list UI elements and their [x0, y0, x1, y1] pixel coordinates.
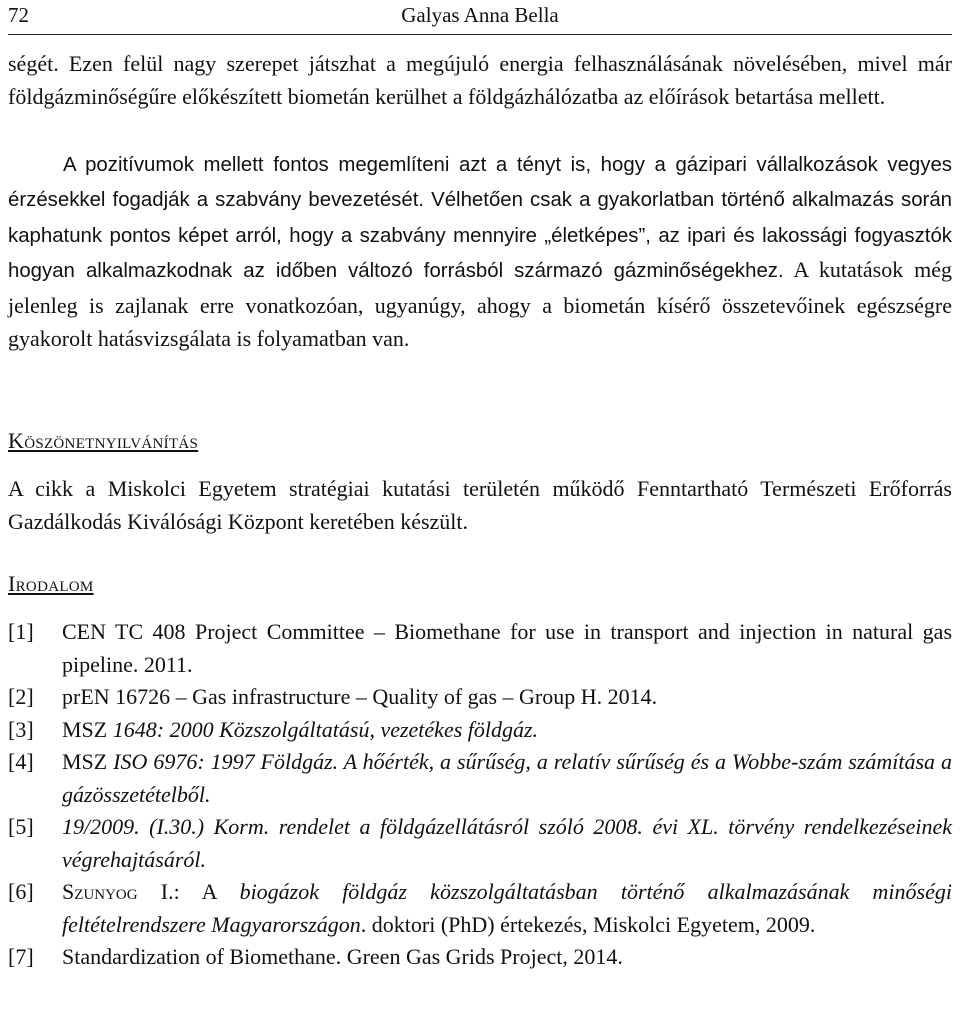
- reference-text: Standardization of Biomethane. Green Gas Grids Project, 2014.: [62, 944, 623, 969]
- reference-item-3: [8, 714, 952, 747]
- body-paragraph-2-sans-part: A pozitívumok mellett fontos megemlíteni azt a tényt is, hogy a gázipari vállalkozások vegyes érzésekkel fogadják a szabvány bevezetését.: [8, 154, 952, 212]
- reference-prefix: MSZ: [62, 749, 108, 774]
- page-number: 72: [8, 3, 29, 27]
- reference-item-6: [8, 876, 952, 941]
- page: [8, 0, 952, 1009]
- reference-item-1: [8, 616, 952, 681]
- body-paragraph-2: [8, 147, 952, 355]
- reference-author: Szunyog I.:: [62, 879, 180, 904]
- reference-number: [7]: [8, 944, 34, 969]
- reference-text: prEN 16726 – Gas infrastructure – Quality of gas – Group H. 2014.: [62, 684, 658, 709]
- reference-pre: A: [179, 879, 240, 904]
- reference-prefix: MSZ: [62, 716, 108, 742]
- reference-item-4: [8, 746, 952, 811]
- reference-post: . doktori (PhD) értekezés, Miskolci Egyetem, 2009.: [360, 911, 816, 937]
- reference-item-5: [8, 811, 952, 876]
- body-paragraph-2-end: A kutatások még jelenleg is zajlanak erre vonatkozóan, ugyanúgy, ahogy a biometán kísérő összetevőinek egészségre gyakorolt hatásvizsgálata is folyamatban van.: [8, 257, 952, 352]
- acknowledgement-text: A cikk a Miskolci Egyetem stratégiai kutatási területén működő Fenntartható Természeti Erőforrás Gazdálkodás Kiválósági Központ keretében készült.: [8, 476, 952, 535]
- reference-text: 1648: 2000 Közszolgáltatású, vezetékes földgáz.: [107, 716, 539, 742]
- reference-number: [4]: [8, 749, 34, 774]
- reference-number: [2]: [8, 684, 34, 709]
- reference-text: 19/2009. (I.30.) Korm. rendelet a földgázellátásról szóló 2008. évi XL. törvény rendelkezéseinek végrehajtásáról.: [62, 814, 952, 872]
- reference-list: [8, 616, 952, 974]
- reference-text: ISO 6976: 1997 Földgáz. A hőérték, a sűrűség, a relatív sűrűség és a Wobbe-szám számítása a gázösszetételből.: [62, 749, 952, 807]
- reference-number: [3]: [8, 716, 34, 742]
- reference-number: [6]: [8, 879, 34, 904]
- reference-number: [5]: [8, 814, 34, 839]
- references-heading: Irodalom: [8, 571, 94, 596]
- reference-item-7: [8, 941, 952, 974]
- running-header: [8, 0, 952, 35]
- reference-text: CEN TC 408 Project Committee – Biomethane for use in transport and injection in natural gas pipeline. 2011.: [62, 619, 952, 677]
- running-head-author: Galyas Anna Bella: [401, 3, 559, 27]
- reference-number: [1]: [8, 619, 34, 644]
- body-paragraph-1: ségét. Ezen felül nagy szerepet játszhat a megújuló energia felhasználásának növelésében, mivel már földgázminőségűre előkészített biometán kerülhet a földgázhálózatba az előírások betartása mellett.: [8, 51, 952, 110]
- body-paragraph-2-middle: Vélhetően csak a gyakorlatban történő alkalmazás során kaphatunk pontos képet arról, hogy a szabvány mennyire „életképes”, az ipari és lakossági fogyasztók hogyan alkalmazkodnak az időben változó forrásból származó gázminőségekhez.: [8, 189, 953, 283]
- reference-item-2: [8, 681, 952, 714]
- acknowledgement-heading: Köszönetnyilvánítás: [8, 428, 199, 453]
- reference-title: biogázok földgáz közszolgáltatásban történő alkalmazásának minőségi feltételrendszere Magyarországon: [62, 879, 952, 937]
